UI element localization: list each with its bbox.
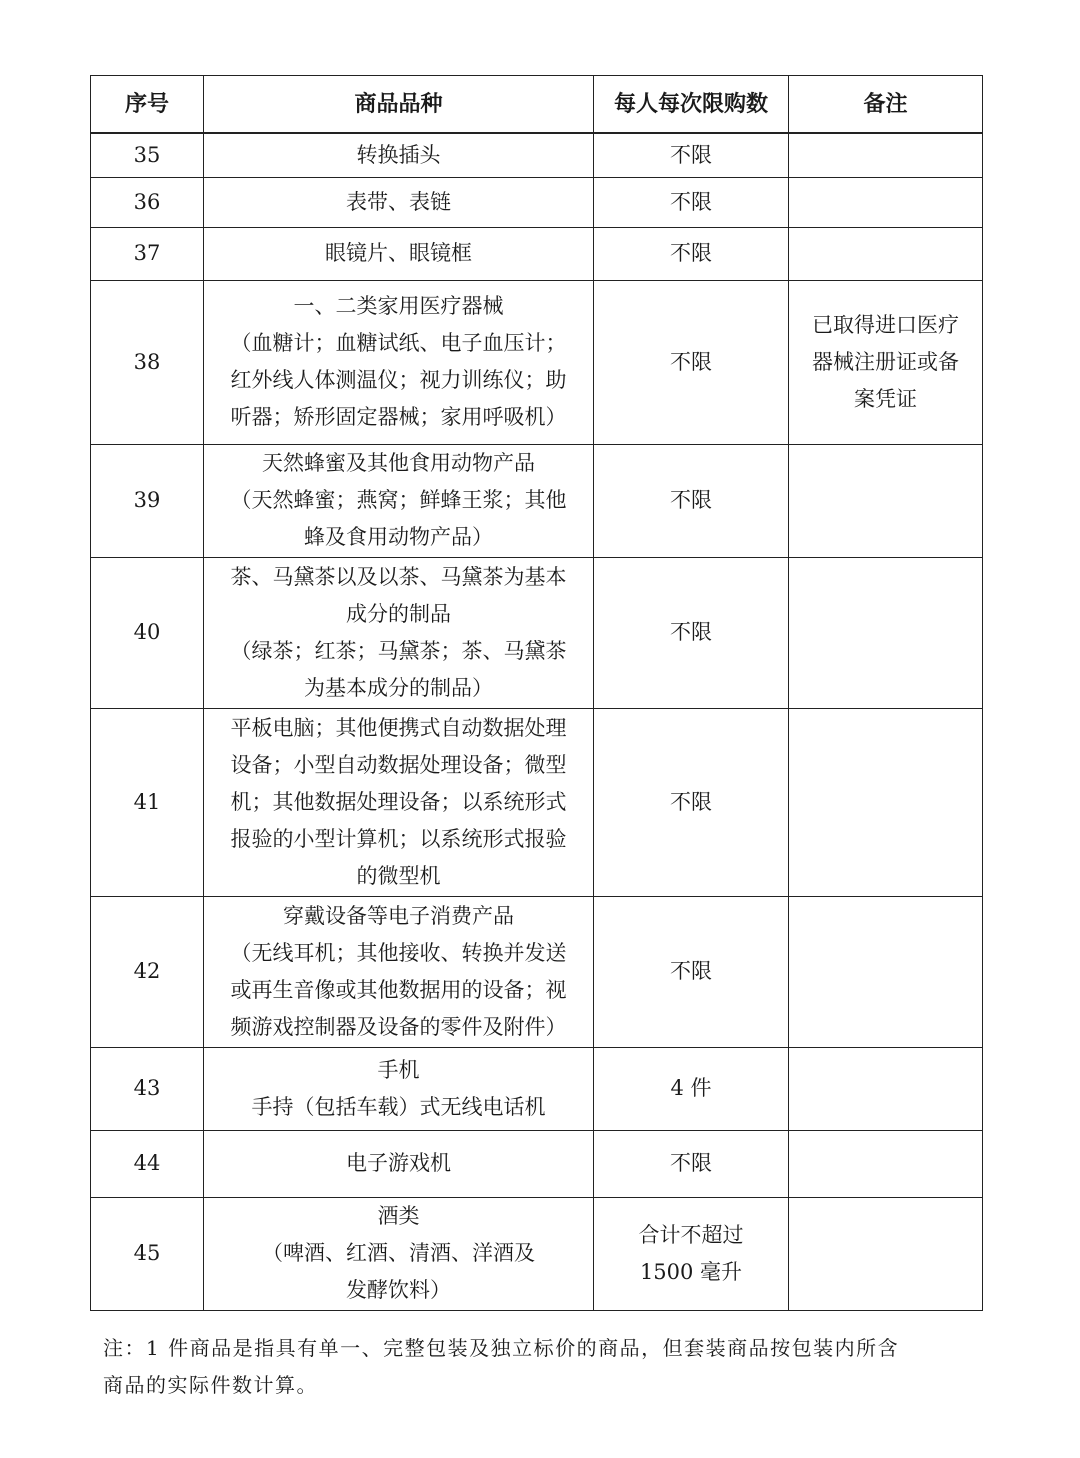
cell-item-line: （血糖计；血糖试纸、电子血压计； — [230, 331, 567, 355]
cell-remark — [789, 896, 983, 1047]
cell-item — [204, 896, 594, 1047]
cell-item-line: 一、二类家用医疗器械 — [293, 294, 504, 318]
cell-limit — [594, 1197, 789, 1310]
cell-item-line: 天然蜂蜜及其他食用动物产品 — [262, 451, 535, 475]
cell-item-line: 茶、马黛茶以及以茶、马黛茶为基本 — [230, 564, 567, 589]
cell-item-line: 频游戏控制器及设备的零件及附件） — [230, 1014, 567, 1039]
cell-item-line: 的微型机 — [356, 863, 441, 888]
table-row — [91, 708, 983, 896]
header-remark: 备注 — [789, 76, 983, 134]
table-row — [91, 557, 983, 708]
cell-limit-line: 不限 — [670, 1151, 712, 1175]
footnote-line-2: 商品的实际件数计算。 — [103, 1373, 318, 1397]
cell-no: 36 — [91, 177, 204, 227]
cell-item-line: 听器；矫形固定器械；家用呼吸机） — [230, 405, 567, 429]
cell-item-line: 设备；小型自动数据处理设备；微型 — [230, 752, 567, 777]
cell-limit — [594, 280, 789, 444]
cell-limit-line: 不限 — [670, 241, 712, 265]
cell-item-line: 穿戴设备等电子消费产品 — [283, 903, 514, 928]
cell-no: 40 — [91, 557, 204, 708]
cell-limit-line: 不限 — [670, 142, 712, 167]
cell-remark — [789, 1130, 983, 1197]
cell-limit — [594, 133, 789, 177]
cell-limit — [594, 1047, 789, 1130]
footnote-line-1: 注：1 件商品是指具有单一、完整包装及独立标价的商品，但套装商品按包装内所含 — [103, 1336, 900, 1360]
cell-limit — [594, 227, 789, 280]
cell-limit — [594, 708, 789, 896]
table-row — [91, 1047, 983, 1130]
table-row — [91, 896, 983, 1047]
table-row — [91, 177, 983, 227]
cell-limit — [594, 444, 789, 557]
cell-no: 44 — [91, 1130, 204, 1197]
cell-item-line: 机；其他数据处理设备；以系统形式 — [230, 789, 567, 814]
cell-no: 45 — [91, 1197, 204, 1310]
cell-item-line: （无线耳机；其他接收、转换并发送 — [230, 940, 567, 965]
cell-item — [204, 708, 594, 896]
cell-no: 35 — [91, 133, 204, 177]
cell-limit-line: 不限 — [670, 488, 712, 512]
purchase-limit-table — [90, 75, 983, 1311]
cell-item-line: （绿茶；红茶；马黛茶；茶、马黛茶 — [230, 638, 567, 663]
cell-limit — [594, 177, 789, 227]
cell-item — [204, 280, 594, 444]
cell-limit — [594, 557, 789, 708]
table-row — [91, 444, 983, 557]
header-item: 商品品种 — [204, 76, 594, 134]
cell-item-line: 表带、表链 — [346, 189, 451, 214]
cell-no: 43 — [91, 1047, 204, 1130]
cell-item — [204, 1047, 594, 1130]
header-no: 序号 — [91, 76, 204, 134]
cell-item-line: 红外线人体测温仪；视力训练仪；助 — [230, 368, 567, 392]
table-row — [91, 133, 983, 177]
cell-item-line: （啤酒、红酒、清酒、洋酒及 — [262, 1241, 535, 1265]
cell-limit — [594, 896, 789, 1047]
cell-no: 38 — [91, 280, 204, 444]
cell-remark — [789, 444, 983, 557]
cell-no: 42 — [91, 896, 204, 1047]
cell-item-line: 或再生音像或其他数据用的设备；视 — [230, 977, 567, 1002]
footnote — [103, 1330, 983, 1404]
cell-item-line: 转换插头 — [356, 142, 441, 167]
cell-remark — [789, 177, 983, 227]
cell-item — [204, 133, 594, 177]
cell-item-line: 手持（包括车载）式无线电话机 — [251, 1094, 546, 1119]
cell-item-line: 眼镜片、眼镜框 — [325, 241, 472, 265]
cell-item — [204, 444, 594, 557]
cell-item-line: 发酵饮料） — [346, 1278, 451, 1302]
cell-item — [204, 1130, 594, 1197]
cell-item — [204, 1197, 594, 1310]
cell-limit-line: 不限 — [670, 349, 712, 374]
cell-remark — [789, 1047, 983, 1130]
cell-remark — [789, 280, 983, 444]
table-row — [91, 1197, 983, 1310]
cell-item-line: 报验的小型计算机；以系统形式报验 — [230, 826, 567, 851]
cell-remark-line: 器械注册证或备 — [812, 349, 959, 374]
cell-item-line: 手机 — [377, 1057, 420, 1082]
table-row — [91, 227, 983, 280]
cell-no: 41 — [91, 708, 204, 896]
table-header-row — [91, 76, 983, 134]
cell-remark — [789, 133, 983, 177]
cell-item-line: 成分的制品 — [346, 601, 451, 626]
header-limit: 每人每次限购数 — [594, 76, 789, 134]
cell-item-line: 蜂及食用动物产品） — [304, 525, 493, 549]
cell-item — [204, 227, 594, 280]
cell-remark-line: 已取得进口医疗 — [812, 312, 959, 337]
cell-limit-line: 不限 — [670, 620, 712, 644]
cell-remark-line: 案凭证 — [854, 386, 917, 411]
table-row — [91, 280, 983, 444]
cell-limit-line: 不限 — [670, 189, 712, 214]
cell-item-line: 平板电脑；其他便携式自动数据处理 — [230, 715, 567, 740]
cell-limit-line: 不限 — [670, 959, 712, 983]
cell-item-line: 酒类 — [377, 1204, 420, 1228]
cell-limit-line: 4 件 — [670, 1076, 712, 1100]
cell-item-line: （天然蜂蜜；燕窝；鲜蜂王浆；其他 — [230, 488, 567, 512]
cell-remark — [789, 557, 983, 708]
cell-remark — [789, 227, 983, 280]
cell-no: 37 — [91, 227, 204, 280]
cell-remark — [789, 708, 983, 896]
cell-limit — [594, 1130, 789, 1197]
cell-item-line: 为基本成分的制品） — [304, 675, 493, 700]
cell-remark — [789, 1197, 983, 1310]
cell-limit-line: 合计不超过 — [638, 1222, 744, 1247]
cell-item-line: 电子游戏机 — [346, 1151, 451, 1175]
cell-item — [204, 557, 594, 708]
cell-item — [204, 177, 594, 227]
cell-no: 39 — [91, 444, 204, 557]
cell-limit-line: 不限 — [670, 789, 712, 814]
table-row — [91, 1130, 983, 1197]
cell-limit-line: 1500 毫升 — [639, 1259, 743, 1284]
